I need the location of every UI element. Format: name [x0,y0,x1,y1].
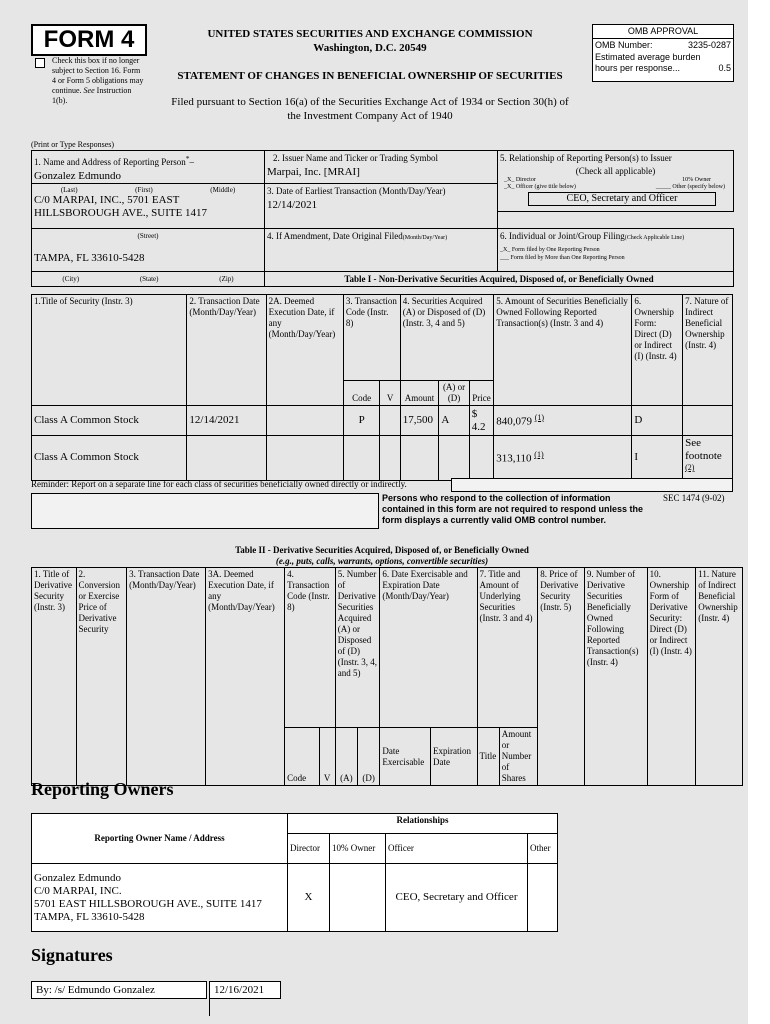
signature-divider [209,998,210,1016]
street-label: (Street) [137,232,159,240]
reporter-street-1: C/0 MARPAI, INC., 5701 EAST [34,194,180,206]
reporter-city-box [31,228,265,272]
omb-hours: 0.5 [718,63,731,73]
middle-label: (Middle) [210,186,236,194]
reminder-text: Reminder: Report on a separate line for each class of securities beneficially owned directly or indirectly. [31,479,407,489]
t1-r0-deemed [266,406,343,436]
reporter-name-box: 1. Name and Address of Reporting Person*– Gonzalez Edmundo [31,150,265,184]
t2-h6: 6. Date Exercisable and Expiration Date (Month/Day/Year) [380,568,477,728]
t1-price-h: Price [469,381,493,406]
t2-h3a: 3A. Deemed Execution Date, if any (Month/Day/Year) [206,568,285,786]
t2-amount-h: Amount or Number of Shares [499,728,538,786]
reporting-owners-heading: Reporting Owners [31,779,174,799]
t2-v-h: V [319,728,335,786]
t2-h8: 8. Price of Derivative Security (Instr. 5) [538,568,585,786]
table2-title: Table II - Derivative Securities Acquired, Disposed of, or Beneficially Owned [235,545,529,555]
reporter-name: Gonzalez Edmundo [34,170,122,182]
table1-title: Table I - Non-Derivative Securities Acquired, Disposed of, or Beneficially Owned [264,271,734,287]
t2-h2: 2. Conversion or Exercise Price of Derivative Security [76,568,127,786]
check-all: (Check all applicable) [575,166,656,176]
t1-h7: 7. Nature of Indirect Beneficial Ownership (Instr. 4) [683,295,733,406]
signatures-heading: Signatures [31,945,113,965]
t1-r1-owned: 313,110 [496,452,532,465]
state-label: (State) [139,275,159,283]
t1-r1-nature: See footnote [685,437,722,462]
city-state-zip-labels [31,271,265,287]
check-note: Check this box if no longer subject to Section 16. Form 4 or Form 5 obligations may continue. See Instruction 1(b). [52,56,144,105]
t1-r1-date [187,436,266,481]
owner-line-4: TAMPA, FL 33610-5428 [34,910,145,923]
reporter-street-2: HILLSBOROUGH AVE., SUITE 1417 [34,207,208,219]
director-header: Director [288,834,330,864]
issuer-name: Marpai, Inc. [MRAI] [267,166,360,178]
t1-r0-nature [683,406,733,436]
omb-number-label: OMB Number: [595,40,653,50]
sec-number: SEC 1474 (9-02) [663,493,725,503]
t1-r1-price [469,436,493,481]
no-longer-subject-checkbox[interactable] [35,58,45,68]
t2-exp-h: Expiration Date [430,728,477,786]
reporter-star: * [185,154,190,163]
t1-r0-amount: 17,500 [400,406,439,436]
t1-r0-aord: A [439,406,469,436]
earliest-date-label: 3. Date of Earliest Transaction (Month/Day/Year) [267,186,446,196]
print-type-note: (Print or Type Responses) [31,140,115,149]
form-title-box [31,24,147,56]
t1-r0-title: Class A Common Stock [32,406,187,436]
t1-r0-form: D [632,406,683,436]
officer-title: CEO, Secretary and Officer [528,192,716,206]
t1-r0-date: 12/14/2021 [187,406,266,436]
last-label: (Last) [60,186,78,194]
relationship-label: 5. Relationship of Reporting Person(s) to Issuer [500,153,672,163]
filing-box [497,228,734,272]
t1-h3: 3. Transaction Code (Instr. 8) [343,295,400,381]
other-header: Other [528,834,558,864]
t1-v-h: V [380,381,400,406]
t2-h4: 4. Transaction Code (Instr. 8) [285,568,336,728]
city-label: (City) [62,275,80,283]
t2-date-ex-h: Date Exercisable [380,728,431,786]
table-row [32,436,733,481]
reminder-input-box [451,478,733,492]
t1-h2: 2. Transaction Date (Month/Day/Year) [187,295,266,406]
ten-pct-header: 10% Owner [330,834,386,864]
reminder-blank-box [31,493,379,529]
issuer-box [264,150,498,184]
footnote-link[interactable]: (1) [534,412,545,422]
filing-label-small: (Check Applicable Line) [624,235,685,241]
omb-hours-label: hours per response... [595,63,681,73]
t2-h7: 7. Title and Amount of Underlying Securities (Instr. 3 and 4) [477,568,538,728]
table1 [31,294,733,481]
t2-d-h: (D) [358,728,380,786]
amendment-label: 4. If Amendment, Date Original Filed [267,231,403,241]
omb-number: 3235-0287 [687,40,731,50]
officer-check: _X_ Officer (give title below) [504,184,576,190]
zip-label: (Zip) [219,275,234,283]
t1-r1-code [343,436,380,481]
t2-h5: 5. Number of Derivative Securities Acquired (A) or Disposed of (D) (Instr. 3, 4, and 5) [335,568,380,728]
amendment-label-small: (Month/Day/Year) [402,235,448,241]
footnote-link[interactable]: (2) [685,463,695,472]
t1-r0-price: $ 4.2 [469,406,493,436]
t1-code-h: Code [343,381,380,406]
owner-line-2: C/0 MARPAI, INC. [34,884,122,897]
table-row [32,864,558,932]
t2-h10: 10. Ownership Form of Derivative Security: Direct (D) or Indirect (I) (Instr. 4) [647,568,696,786]
omb-title: OMB APPROVAL [593,25,733,39]
relationships-header: Relationships [288,814,558,834]
director-check: _X_ Director [504,177,536,183]
filing-label: 6. Individual or Joint/Group Filing [500,231,625,241]
omb-burden: Estimated average burden [595,52,701,62]
earliest-date: 12/14/2021 [267,199,318,211]
t1-aord-h: (A) or (D) [439,381,469,406]
table2-subtitle: (e.g., puts, calls, warrants, options, convertible securities) [275,556,489,566]
t1-h4: 4. Securities Acquired (A) or Disposed of (D) (Instr. 3, 4 and 5) [400,295,493,381]
signature-by: By: /s/ Edmundo Gonzalez [31,981,207,999]
footnote-link[interactable]: (1) [534,450,544,459]
omb-approval-box [592,24,734,82]
form-title: FORM 4 [43,26,135,53]
t2-h3: 3. Transaction Date (Month/Day/Year) [127,568,206,786]
amendment-box [264,228,498,272]
t1-r0-v [380,406,400,436]
t1-h2a: 2A. Deemed Execution Date, if any (Month/Day/Year) [266,295,343,406]
earliest-date-box [264,183,498,229]
t1-r1-deemed [266,436,343,481]
reporter-label: 1. Name and Address of Reporting Person [34,157,186,167]
owner-name-header: Reporting Owner Name / Address [32,814,288,864]
more-person: ___ Form filed by More than One Reporting Person [500,255,625,261]
t1-r0-code: P [343,406,380,436]
t1-h1: 1.Title of Security (Instr. 3) [32,295,187,406]
t1-r1-aord [439,436,469,481]
t1-r1-form: I [632,436,683,481]
t1-r0-owned: 840,079 [496,415,532,428]
persons-notice: Persons who respond to the collection of information contained in this form are not required to respond unless the form displays a currently valid OMB control number. [382,493,644,525]
t2-title-h: Title [477,728,499,786]
other-check: _____ Other (specify below) [655,184,725,190]
signature-date: 12/16/2021 [209,981,281,999]
owner-officer: CEO, Secretary and Officer [386,864,528,932]
first-label: (First) [135,186,153,194]
t1-r1-amount [400,436,439,481]
table2 [31,567,743,786]
owner-line-1: Gonzalez Edmundo [34,871,122,884]
t1-amount-h: Amount [400,381,439,406]
reporting-owners-table [31,813,558,932]
reporter-city-line: TAMPA, FL 33610-5428 [34,252,145,264]
t1-h6: 6. Ownership Form: Direct (D) or Indirect (I) (Instr. 4) [632,295,683,406]
ten-pct-check: 10% Owner [682,177,711,183]
filed-pursuant-2: the Investment Company Act of 1940 [287,110,453,122]
t2-h9: 9. Number of Derivative Securities Beneficially Owned Following Reported Transaction(s) (Instr. 4) [584,568,647,786]
issuer-label: 2. Issuer Name and Ticker or Trading Symbol [273,153,438,163]
reporter-address-box [31,183,265,229]
t1-r1-v [380,436,400,481]
one-person: _X_ Form filed by One Reporting Person [500,247,600,253]
filed-pursuant: Filed pursuant to Section 16(a) of the Securities Exchange Act of 1934 or Section 30(h) of [171,96,569,108]
table-row [32,406,733,436]
owner-line-3: 5701 EAST HILLSBOROUGH AVE., SUITE 1417 [34,897,262,910]
t1-r1-title: Class A Common Stock [32,436,187,481]
t2-h1: 1. Title of Derivative Security (Instr. 3) [32,568,77,786]
agency-location: Washington, D.C. 20549 [313,42,427,54]
officer-header: Officer [386,834,528,864]
t1-h5: 5. Amount of Securities Beneficially Owned Following Reported Transaction(s) (Instr. 3 and 4) [494,295,632,406]
statement-title: STATEMENT OF CHANGES IN BENEFICIAL OWNERSHIP OF SECURITIES [177,70,563,82]
t2-code-h: Code [285,728,319,786]
owner-director: X [288,864,330,932]
agency: UNITED STATES SECURITIES AND EXCHANGE COMMISSION [207,28,533,40]
t2-a-h: (A) [335,728,357,786]
t2-h11: 11. Nature of Indirect Beneficial Ownership (Instr. 4) [696,568,743,786]
